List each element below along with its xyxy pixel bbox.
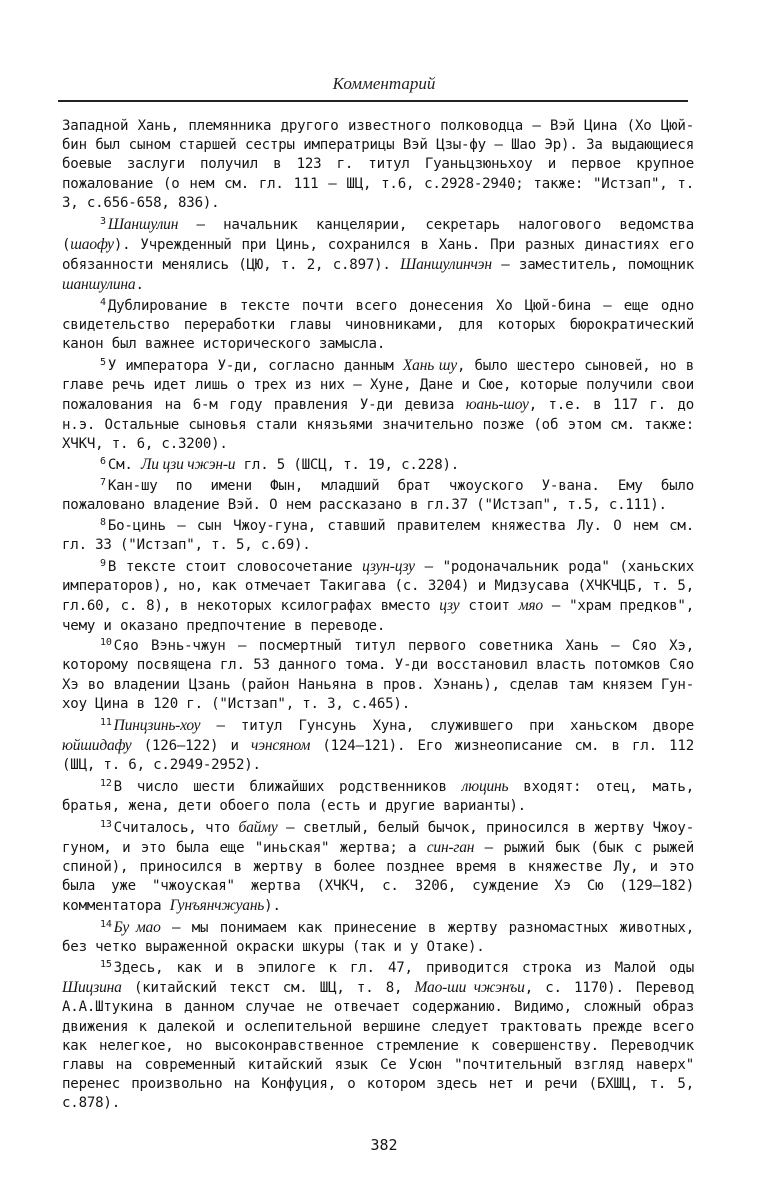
text-run: ). Учрежденный при Цинь, сохранился в Хань. При разных династиях его обязанности менялись (ЦЮ, т. 2, с.897).	[62, 236, 694, 273]
text-body	[62, 117, 694, 1114]
text-run: В тексте стоит словосочетание	[107, 558, 363, 575]
italic-term: Бу мао	[113, 919, 161, 937]
italic-term: шаофу	[70, 235, 114, 253]
footnote-number: 7	[100, 477, 106, 489]
text-run: В число шести ближайших родственников	[113, 778, 462, 795]
text-run: .	[135, 277, 144, 294]
text-run: — рыжий бык (бык с рыжей спиной), приносился в жертву в более позднее время в княжестве Лу, и это была уже "чжоуская" жертва (ХЧКЧ, с. 3206, суждение Хэ Сю (129—182) комментатора	[62, 839, 694, 915]
italic-term: шаншулина	[62, 276, 136, 294]
footnote-number: 11	[100, 716, 112, 728]
page-number: 382	[370, 1136, 398, 1154]
note-paragraph	[62, 215, 694, 296]
footnote-number: 13	[100, 818, 112, 830]
italic-term: мяо	[518, 597, 543, 615]
italic-term: люцинь	[461, 777, 509, 795]
footnote-number: 14	[100, 919, 112, 931]
text-run: Западной Хань, племянника другого известного полководца — Вэй Цина (Хо Цюй-бин был сыном старшей сестры императрицы Вэй Цзы-фу — Шао Эр). За выдающиеся боевые заслуги получил в 123 г. титул Гуаньцзюньхоу и первое крупное пожалование (о нем см. гл. 111 — ШЦ, т.6, с.2928-2940; также: "Истзап", т. 3, с.656-658, 836).	[62, 118, 694, 211]
italic-term: Пинцзинь-хоу	[113, 716, 201, 734]
italic-term: Хань шу	[402, 356, 457, 374]
text-run: (китайский текст см. ШЦ, т. 8,	[121, 980, 415, 997]
text-run: — мы понимаем как принесение в жертву разномастных животных, без четко выраженной окраски шкуры (так и у Отаке).	[62, 920, 694, 956]
text-run: Здесь, как и в эпилоге к гл. 47, приводится строка из Малой оды	[113, 960, 694, 977]
italic-term: Шаншулин	[107, 215, 179, 233]
note-paragraph	[62, 918, 694, 957]
italic-term: Шицзина	[62, 979, 122, 997]
footnote-number: 3	[100, 215, 106, 227]
italic-term: Шаншулинчэн	[400, 255, 492, 273]
text-run: Бо-цинь — сын Чжоу-гуна, ставший правителем княжества Лу. О нем см. гл. 33 ("Истзап", т. 5, с.69).	[62, 518, 694, 554]
text-run: — "храм предков", чему и оказано предпочтение в переводе.	[62, 598, 694, 634]
italic-term: Гунъянчжуань	[169, 897, 265, 915]
continued-note	[62, 117, 694, 213]
text-run: , с. 1170). Перевод А.А.Штукина в данном случае не отвечает содержанию. Видимо, сложный образ движения к далекой и ослепительной вершине следует трактовать прежде всего как нелегкое, но высоконравственное стремление к совершенству. Переводчик главы на современный китайский язык Се Усюн "почтительный взгляд наверх" перенес произвольно на Конфуция, о котором здесь нет и речи (БХШЦ, т. 5, с.878).	[62, 980, 694, 1112]
text-run: См.	[107, 457, 141, 474]
italic-term: юань-шоу	[465, 396, 529, 414]
text-run: У императора У-ди, согласно данным	[107, 357, 403, 374]
note-paragraph	[62, 716, 694, 776]
text-run: Сяо Вэнь-чжун — посмертный титул первого советника Хань — Сяо Хэ, которому посвящена гл. 53 данного тома. У-ди восстановил власть потомков Сяо Хэ во владении Цзань (район Наньяна в пров. Хэнань), сделав там князем Гун-хоу Цина в 120 г. ("Истзап", т. 3, с.465).	[62, 638, 694, 712]
text-run: — светлый, белый бычок, приносился в жертву Чжоу-гуном, и это была еще "иньская" жертва; а	[62, 819, 694, 856]
text-run: (124—121). Его жизнеописание см. в гл. 112 (ШЦ, т. 6, с.2949-2952).	[62, 737, 694, 773]
text-run: стоит	[459, 598, 519, 615]
note-paragraph	[62, 637, 694, 714]
text-run: — "родоначальник рода" (ханьских императоров), но, как отмечает Такигава (с. 3204) и Мидзусава (ХЧКЧЦБ, т. 5, гл.60, с. 8), в некоторых ксилографах вместо	[62, 558, 694, 615]
footnote-number: 10	[100, 637, 112, 649]
footnote-number: 6	[100, 456, 106, 468]
note-paragraph	[62, 297, 694, 355]
italic-term: юйшидафу	[62, 736, 132, 754]
text-run: входят: отец, мать, братья, жена, дети обоего пола (есть и другие варианты).	[62, 778, 694, 814]
italic-term: баймy	[238, 818, 278, 836]
note-paragraph	[62, 455, 694, 475]
running-title: Комментарий	[332, 74, 436, 93]
text-run: (126—122) и	[131, 737, 252, 754]
text-run: Дублирование в тексте почти всего донесения Хо Цюй-бина — еще одно свидетельство переработки главы чиновниками, для которых бюрократический канон был важнее исторического замысла.	[62, 297, 694, 353]
footnote-number: 9	[100, 557, 106, 569]
footnote-number: 4	[100, 296, 106, 308]
text-run: , т.е. в 117 г. до н.э. Остальные сыновья стали князьями значительно позже (об этом см. также: ХЧКЧ, т. 6, с.3200).	[62, 397, 694, 452]
note-paragraph	[62, 557, 694, 636]
note-paragraph	[62, 477, 694, 515]
text-run: — начальник канцелярии, секретарь налогового ведомства (	[62, 216, 694, 253]
text-run: ).	[264, 898, 281, 915]
italic-term: цзу	[439, 597, 460, 615]
note-paragraph	[62, 818, 694, 917]
note-paragraph	[62, 356, 694, 454]
footnote-number: 8	[100, 517, 106, 529]
text-run: Кан-шу по имени Фын, младший брат чжоуского У-вана. Ему было пожаловано владение Вэй. О нем рассказано в гл.37 ("Истзап", т.5, с.111).	[62, 478, 694, 514]
text-run: гл. 5 (ШСЦ, т. 19, с.228).	[235, 457, 460, 474]
italic-term: чэнсяном	[251, 736, 311, 754]
text-run: — заместитель, помощник	[491, 256, 695, 273]
italic-term: цзун-цзу	[362, 557, 415, 575]
italic-term: Ли цзи чжэн-и	[140, 456, 236, 474]
footnote-number: 15	[100, 959, 112, 971]
note-paragraph	[62, 959, 694, 1114]
footnote-number: 5	[100, 356, 106, 368]
note-paragraph	[62, 777, 694, 816]
header-rule	[58, 100, 688, 102]
text-run: , было шестеро сыновей, но в главе речь идет лишь о трех из них — Хуне, Дане и Сюе, которые получили свои пожалования на 6-м году правления У-ди девиза	[62, 357, 694, 414]
italic-term: Мао-ши чжэнъи	[414, 979, 525, 997]
footnote-number: 12	[100, 777, 112, 789]
text-run: Считалось, что	[113, 819, 239, 836]
note-paragraph	[62, 517, 694, 555]
italic-term: син-ган	[426, 838, 475, 856]
text-run: — титул Гунсунь Хуна, служившего при ханьском дворе	[200, 717, 694, 734]
